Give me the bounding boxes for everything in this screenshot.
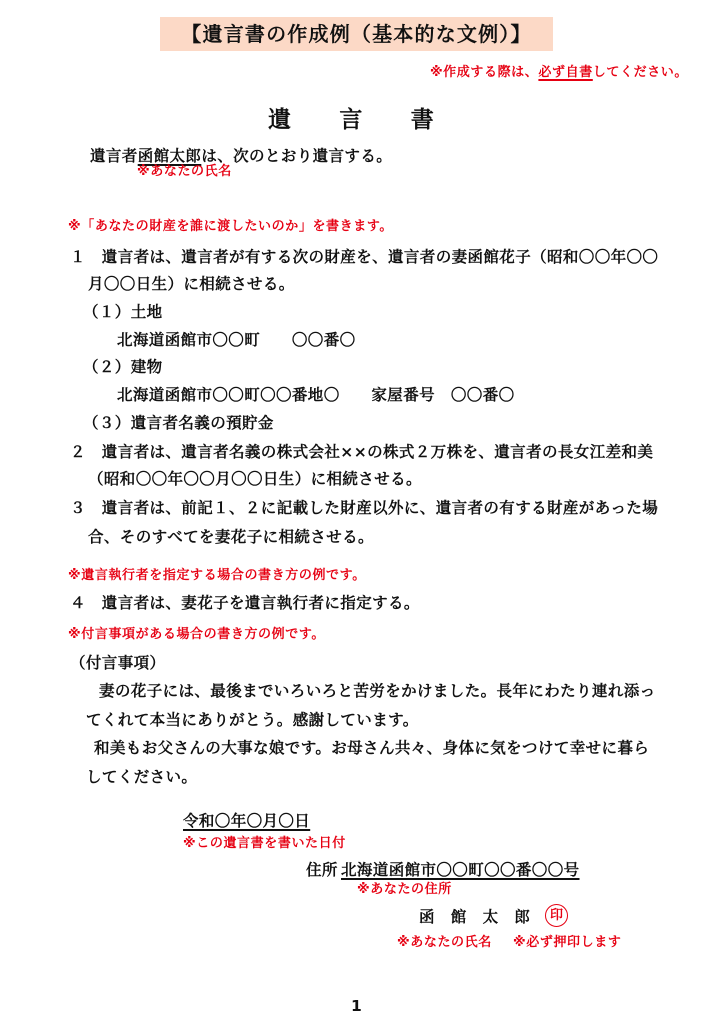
opening-suffix: は、次のとおり遺言する。 [201,147,393,165]
clause-2-line-2: （昭和〇〇年〇〇月〇〇日生）に相続させる。 [88,470,422,488]
page-number: 1 [351,997,363,1015]
clause-1-item-1-label: （１）土地 [83,303,163,321]
header-banner [160,17,553,51]
clause-1-item-2-label: （２）建物 [83,358,163,376]
clause-3-line-2: 合、そのすべてを妻花子に相続させる。 [88,528,374,546]
document-title: 遺 言 書 [268,107,435,133]
clause-1-item-3-label: （３）遺言者名義の預貯金 [83,414,274,432]
signature-date: 令和〇年〇月〇日 [183,812,311,830]
handwriting-notice-prefix: ※作成する際は、 [429,65,539,80]
opening-name-note: ※あなたの氏名 [137,164,232,179]
seal-stamp [545,904,568,927]
opening-prefix: 遺言者 [90,147,138,165]
signature-name-note: ※あなたの氏名 [397,935,492,950]
supplementary-line-2: てくれて本当にありがとう。感謝しています。 [86,711,419,729]
clause-1-line-2: 月〇〇日生）に相続させる。 [88,275,295,293]
clause-4-line-1: ４ 遺言者は、妻花子を遺言執行者に指定する。 [70,594,420,612]
handwriting-notice [430,64,688,82]
handwriting-notice-suffix: してください。 [592,65,688,80]
supplementary-line-1: 妻の花子には、最後までいろいろと苦労をかけました。長年にわたり連れ添っ [99,682,656,700]
executor-note: ※遺言執行者を指定する場合の書き方の例です。 [68,568,366,583]
handwriting-notice-emphasis: 必ず自書 [538,65,593,80]
signature-address-label: 住所 [306,861,338,879]
testator-name: 函館太郎 [137,147,202,165]
supplementary-line-4: してください。 [86,768,198,786]
signature-date-note: ※この遺言書を書いた日付 [183,836,346,851]
signature-seal-note: ※必ず押印します [513,935,622,950]
signature-address: 北海道函館市〇〇町〇〇番〇〇号 [341,861,580,879]
supplementary-line-3: 和美もお父さんの大事な娘です。お母さん共々、身体に気をつけて幸せに暮ら [94,739,650,757]
clause-3-line-1: ３ 遺言者は、前記１、２に記載した財産以外に、遺言者の有する財産があった場 [70,499,659,517]
clause-1-item-1-detail: 北海道函館市〇〇町 〇〇番〇 [117,331,356,349]
signature-name: 函 館 太 郎 [419,908,531,926]
opening-line [90,146,392,166]
seal-character: 印 [549,908,563,923]
clause-2-line-1: ２ 遺言者は、遺言者名義の株式会社××の株式２万株を、遺言者の長女江差和美 [70,443,654,461]
assets-note: ※「あなたの財産を誰に渡したいのか」を書きます。 [68,219,393,234]
clause-1-line-1: １ 遺言者は、遺言者が有する次の財産を、遺言者の妻函館花子（昭和〇〇年〇〇 [70,248,659,266]
signature-address-note: ※あなたの住所 [357,882,452,897]
clause-1-item-2-detail: 北海道函館市〇〇町〇〇番地〇 家屋番号 〇〇番〇 [117,386,515,404]
header-title: 【遺言書の作成例（基本的な文例）】 [181,22,532,46]
supplementary-heading: （付言事項） [70,654,166,672]
supplementary-note: ※付言事項がある場合の書き方の例です。 [68,627,325,642]
